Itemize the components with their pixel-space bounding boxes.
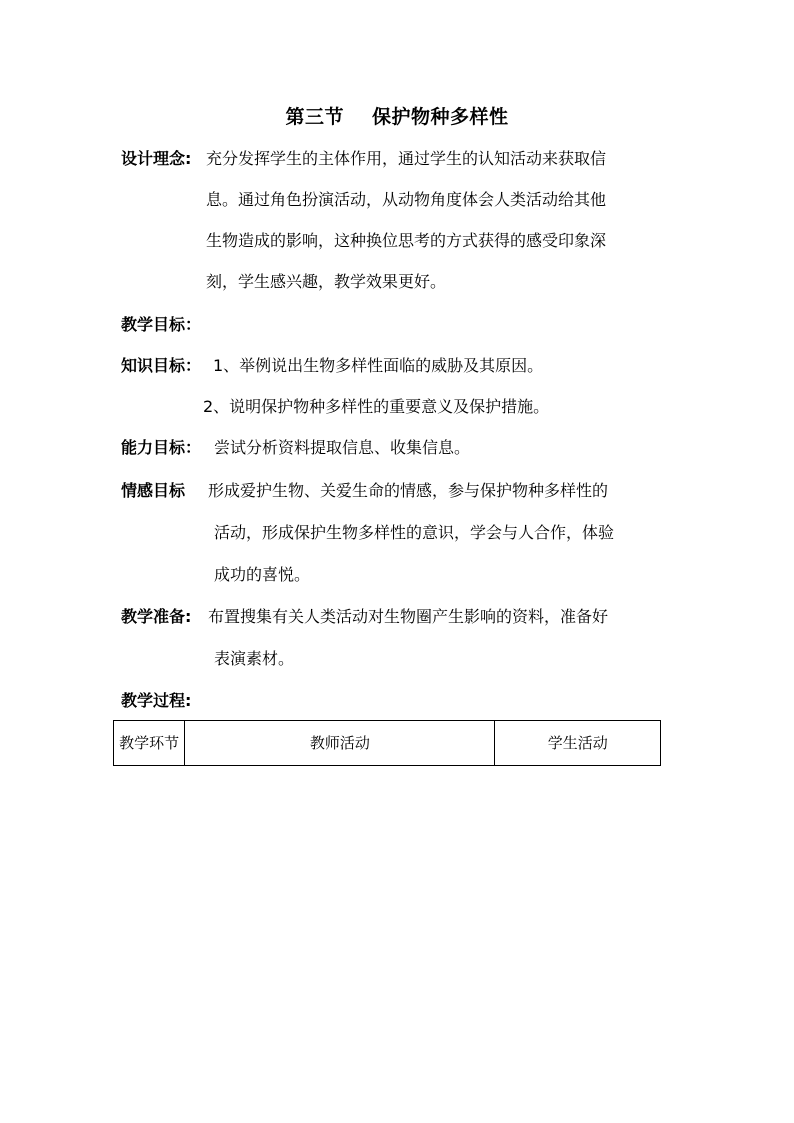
goals-label: 教学目标： bbox=[121, 315, 202, 334]
design-line-2: 息。通过角色扮演活动，从动物角度体会人类活动给其他 bbox=[206, 190, 607, 209]
ability-label: 能力目标： bbox=[121, 438, 202, 457]
section-title: 保护物种多样性 bbox=[372, 106, 509, 128]
prep-line-1: 布置搜集有关人类活动对生物圈产生影响的资料，准备好 bbox=[208, 607, 609, 626]
design-label: 设计理念: bbox=[121, 149, 192, 168]
section-number: 第三节 bbox=[285, 106, 344, 128]
header-stage: 教学环节 bbox=[114, 721, 185, 766]
emotion-line-1: 形成爱护生物、关爱生命的情感，参与保护物种多样性的 bbox=[208, 481, 609, 500]
emotion-label: 情感目标 bbox=[121, 481, 186, 500]
knowledge-line-2: 2、说明保护物种多样性的重要意义及保护措施。 bbox=[203, 397, 550, 416]
prep-label: 教学准备: bbox=[121, 607, 192, 626]
header-student-activity: 学生活动 bbox=[495, 721, 661, 766]
design-line-3: 生物造成的影响，这种换位思考的方式获得的感受印象深 bbox=[206, 231, 607, 250]
process-table bbox=[113, 720, 661, 766]
header-teacher-activity: 教师活动 bbox=[185, 721, 495, 766]
prep-line-2: 表演素材。 bbox=[214, 649, 295, 668]
emotion-line-2: 活动，形成保护生物多样性的意识，学会与人合作，体验 bbox=[214, 523, 615, 542]
page-title bbox=[0, 101, 794, 133]
design-line-4: 刻，学生感兴趣，教学效果更好。 bbox=[206, 272, 447, 291]
table-header-row bbox=[114, 721, 661, 766]
knowledge-label: 知识目标： bbox=[121, 356, 202, 375]
emotion-line-3: 成功的喜悦。 bbox=[214, 565, 311, 584]
process-label: 教学过程: bbox=[121, 691, 192, 710]
ability-text: 尝试分析资料提取信息、收集信息。 bbox=[214, 438, 471, 457]
knowledge-line-1: 1、举例说出生物多样性面临的威胁及其原因。 bbox=[213, 356, 544, 375]
design-line-1: 充分发挥学生的主体作用，通过学生的认知活动来获取信 bbox=[206, 149, 607, 168]
